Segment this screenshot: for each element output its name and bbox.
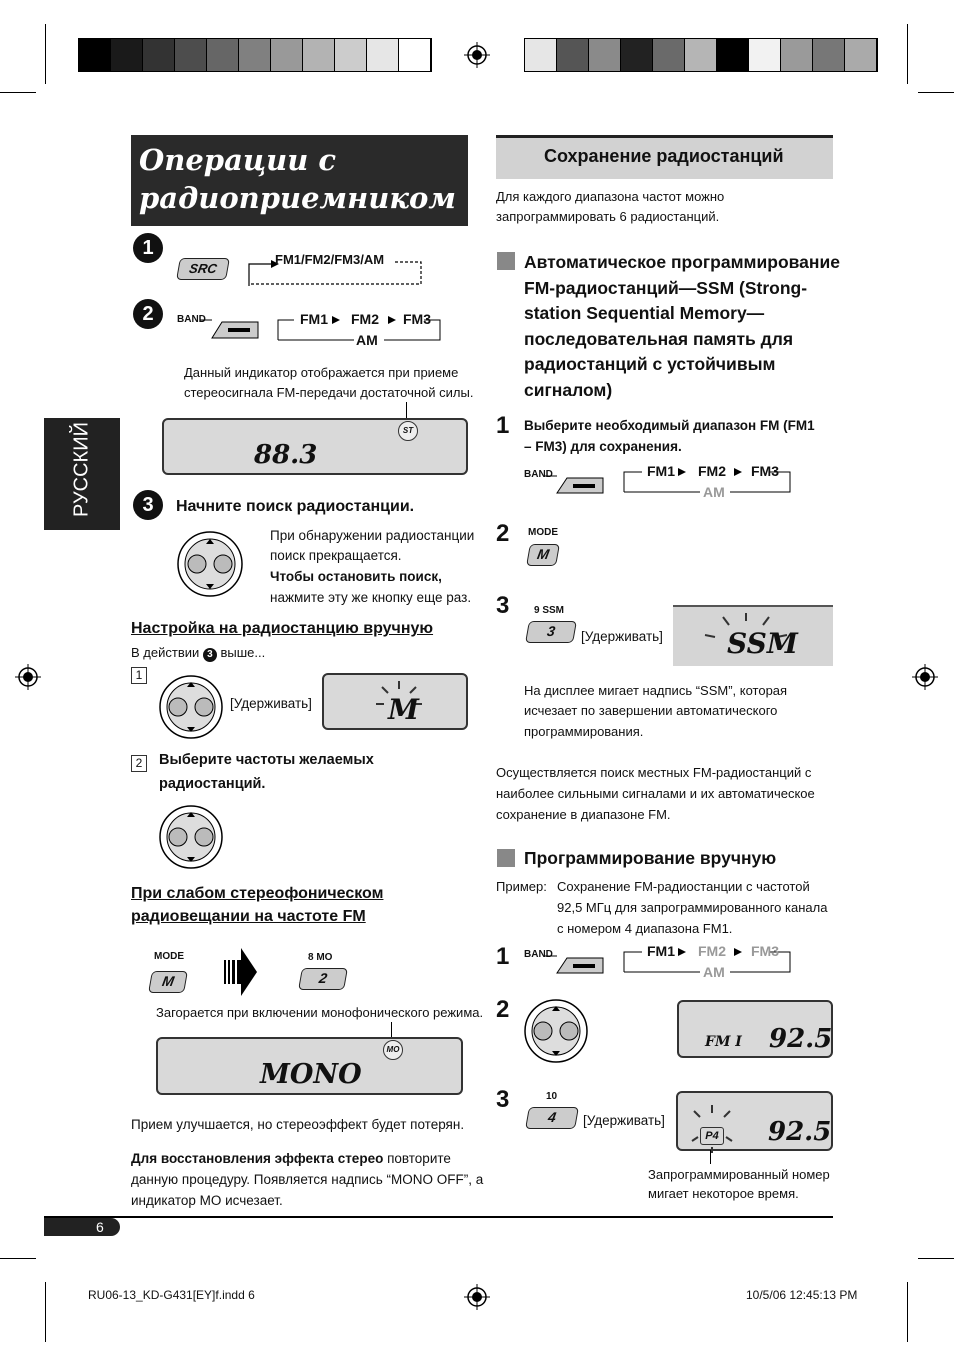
color-swatch: [685, 39, 717, 71]
ssm-heading-line: сигналом): [524, 379, 613, 400]
note-text: стереосигнала FM-передачи достаточной силы.: [184, 385, 474, 400]
step-heading: Выберите необходимый диапазон FM (FM1: [524, 418, 815, 433]
button-top-label: 10: [546, 1091, 558, 1102]
body-text: При обнаружении радиостанции: [270, 528, 475, 543]
body-text-bold: Для восстановления эффекта стерео: [131, 1151, 384, 1166]
ssm-heading-line: FM-радиостанций—SSM (Strong-: [524, 277, 808, 298]
step-number: 3: [496, 1086, 510, 1113]
body-text: нажмите эту же кнопку еще раз.: [270, 590, 472, 605]
ssm-heading-line: station Sequential Memory—: [524, 303, 765, 323]
color-swatch: [653, 39, 685, 71]
body-text: Прием улучшается, но стереоэффект будет потерян.: [131, 1117, 465, 1132]
registration-mark-icon: [912, 664, 938, 690]
registration-mark-icon: [464, 42, 490, 68]
hold-label: [Удерживать]: [581, 629, 663, 644]
intro-text: выше...: [220, 645, 266, 660]
body-text-bold: Чтобы остановить поиск,: [270, 569, 442, 584]
button-top-label: 8 MO: [308, 952, 333, 963]
body-text: [131, 1149, 451, 1169]
arrow-right-icon: [224, 946, 258, 998]
step-ref: 3: [203, 648, 217, 662]
band-fm1: FM1: [647, 943, 675, 959]
band-flow-label: FM1/FM2/FM3/AM: [275, 252, 385, 267]
color-swatch: [367, 39, 399, 71]
color-swatch: [399, 39, 431, 71]
frequency-readout: 88.3: [254, 440, 318, 470]
mode-button-label: MODE: [154, 951, 184, 962]
body-text: сохранение в диапазоне FM.: [496, 807, 671, 822]
registration-mark-icon: [464, 1284, 490, 1310]
band-fm2: FM2: [698, 463, 726, 479]
frequency-readout: 92.5: [769, 1024, 833, 1054]
step-heading: Начните поиск радиостанции.: [176, 498, 415, 515]
step-number: 3: [133, 490, 163, 520]
crop-mark: [0, 92, 36, 93]
example-text: Сохранение FM-радиостанции с частотой: [557, 879, 810, 894]
lcd-display: [162, 418, 468, 475]
color-swatch: [335, 39, 367, 71]
color-swatch: [175, 39, 207, 71]
body-text: наиболее сильными сигналами и их автоматическое: [496, 786, 815, 801]
color-swatch: [111, 39, 143, 71]
color-swatch: [207, 39, 239, 71]
step-heading: – FM3) для сохранения.: [524, 439, 682, 454]
color-bar-right: [524, 38, 878, 72]
body-text: Осуществляется поиск местных FM-радиостанций с: [496, 765, 812, 780]
note-text: исчезает по завершении автоматического: [524, 703, 778, 718]
step-number: 1: [496, 412, 510, 439]
mo-indicator: MO: [383, 1040, 403, 1060]
note-text: мигает некоторое время.: [648, 1186, 799, 1201]
band-am: AM: [703, 964, 725, 980]
color-swatch: [79, 39, 111, 71]
example-text: с номером 4 диапазона FM1.: [557, 921, 733, 936]
step-heading: Выберите частоты желаемых: [159, 752, 374, 768]
page-number: 6: [96, 1219, 104, 1235]
color-bar-left: [78, 38, 432, 72]
lcd-display: [677, 1000, 833, 1058]
seek-control-icon[interactable]: [158, 804, 224, 870]
color-swatch: [525, 39, 557, 71]
preset-3-button[interactable]: 3: [525, 621, 577, 643]
mode-button[interactable]: M: [148, 971, 188, 993]
example-label: Пример:: [496, 879, 547, 894]
hold-label: [Удерживать]: [583, 1113, 665, 1128]
body-text: Для каждого диапазона частот можно: [496, 189, 725, 204]
color-swatch: [781, 39, 813, 71]
page-number-tab: [44, 1218, 120, 1236]
pointer-line: [710, 1150, 711, 1164]
page-title-line: радиоприемником: [139, 181, 456, 215]
crop-mark: [45, 24, 46, 84]
crop-mark: [0, 1258, 36, 1259]
lcd-display: [673, 605, 833, 666]
band-fm2: FM2: [351, 311, 379, 327]
ssm-heading: [524, 250, 840, 403]
note-text: Данный индикатор отображается при приеме: [184, 365, 459, 380]
page-title-line: Операции с: [139, 143, 337, 177]
hold-label: [Удерживать]: [230, 696, 312, 711]
seek-control-icon[interactable]: [523, 998, 589, 1064]
print-date: 10/5/06 12:45:13 PM: [746, 1288, 858, 1302]
language-tab: [44, 418, 120, 530]
subsection-heading: Настройка на радиостанцию вручную: [131, 620, 434, 637]
ssm-heading-line: последовательная память для: [524, 328, 794, 349]
lcd-display: [322, 673, 468, 730]
step-number: 3: [496, 592, 510, 619]
band-fm3: FM3: [403, 311, 431, 327]
ssm-heading-line: радиостанций с устойчивым: [524, 354, 776, 374]
band-am: AM: [356, 332, 378, 348]
body-text: запрограммировать 6 радиостанций.: [496, 209, 720, 224]
band-am: AM: [703, 484, 725, 500]
preset-indicator: P4: [700, 1127, 724, 1145]
band-fm2: FM2: [698, 943, 726, 959]
step-number: 2: [496, 996, 510, 1023]
section-bullet: [497, 252, 515, 270]
preset-4-button[interactable]: 4: [525, 1107, 579, 1129]
color-swatch: [717, 39, 749, 71]
step-number: 2: [496, 520, 510, 547]
step-heading: радиостанций.: [159, 776, 266, 792]
body-text: повторите: [383, 1151, 451, 1166]
crop-mark: [907, 24, 908, 84]
color-swatch: [239, 39, 271, 71]
mode-indicator: M: [388, 693, 419, 726]
page-title: [131, 135, 468, 226]
crop-mark: [918, 1258, 954, 1259]
band-button[interactable]: [545, 473, 607, 497]
band-fm1: FM1: [647, 463, 675, 479]
band-button-label: BAND: [524, 469, 553, 480]
band-fm3: FM3: [751, 943, 779, 959]
note-text: На дисплее мигает надпись “SSM”, которая: [524, 683, 788, 698]
substep-number: 2: [131, 755, 147, 772]
mode-button-label: MODE: [528, 527, 558, 538]
preset-2-button[interactable]: 2: [298, 968, 348, 990]
color-swatch: [303, 39, 335, 71]
step-number: 1: [133, 233, 163, 263]
color-swatch: [143, 39, 175, 71]
band-fm3: FM3: [751, 463, 779, 479]
registration-mark-icon: [15, 664, 41, 690]
color-swatch: [621, 39, 653, 71]
frequency-readout: 92.5: [768, 1117, 832, 1147]
language-tab-label: РУССКИЙ: [70, 422, 93, 517]
color-swatch: [589, 39, 621, 71]
band-button-label: BAND: [177, 314, 206, 325]
subsection-heading: При слабом стереофоническом: [131, 885, 384, 902]
color-swatch: [271, 39, 303, 71]
crop-mark: [918, 92, 954, 93]
note-text: программирования.: [524, 724, 644, 739]
band-button-label: BAND: [524, 949, 553, 960]
body-text: индикатор MO исчезает.: [131, 1193, 283, 1208]
crop-mark: [907, 1282, 908, 1342]
note-text: Запрограммированный номер: [648, 1167, 830, 1182]
subsection-heading: радиовещании на частоте FM: [131, 908, 366, 925]
body-text: поиск прекращается.: [270, 548, 402, 563]
file-name: RU06-13_KD-G431[EY]f.indd 6: [88, 1288, 255, 1302]
src-button[interactable]: SRC: [176, 258, 230, 280]
mode-button[interactable]: M: [526, 544, 560, 566]
intro-text: В действии: [131, 645, 200, 660]
example-text: 92,5 МГц для запрограммированного канала: [557, 900, 828, 915]
step-number: 2: [133, 299, 163, 329]
ssm-heading-line: Автоматическое программирование: [524, 252, 840, 272]
band-fm1: FM1: [300, 311, 328, 327]
step-number: 1: [496, 943, 510, 970]
footer-rule: [44, 1216, 833, 1218]
color-swatch: [749, 39, 781, 71]
color-swatch: [557, 39, 589, 71]
button-top-label: 9 SSM: [534, 605, 565, 616]
ssm-readout: SSM: [727, 627, 798, 660]
note-text: Загорается при включении монофонического режима.: [156, 1005, 484, 1020]
lcd-display: [156, 1037, 463, 1095]
subsection-heading: Программирование вручную: [524, 848, 777, 868]
band-readout: FM I: [705, 1034, 742, 1050]
mono-readout: MONO: [260, 1059, 362, 1090]
body-text: данную процедуру. Появляется надпись “MONO OFF”, а: [131, 1172, 484, 1187]
crop-mark: [45, 1282, 46, 1342]
band-button[interactable]: [545, 953, 607, 977]
substep-number: 1: [131, 667, 147, 684]
seek-control-icon[interactable]: [158, 674, 224, 740]
section-title: Сохранение радиостанций: [496, 135, 833, 179]
color-swatch: [813, 39, 845, 71]
body-text: [131, 643, 265, 663]
lcd-display: [676, 1091, 833, 1151]
section-bullet: [497, 849, 515, 867]
color-swatch: [845, 39, 877, 71]
seek-control-icon[interactable]: [176, 530, 244, 598]
band-button[interactable]: [200, 316, 262, 342]
st-indicator: ST: [398, 421, 418, 441]
